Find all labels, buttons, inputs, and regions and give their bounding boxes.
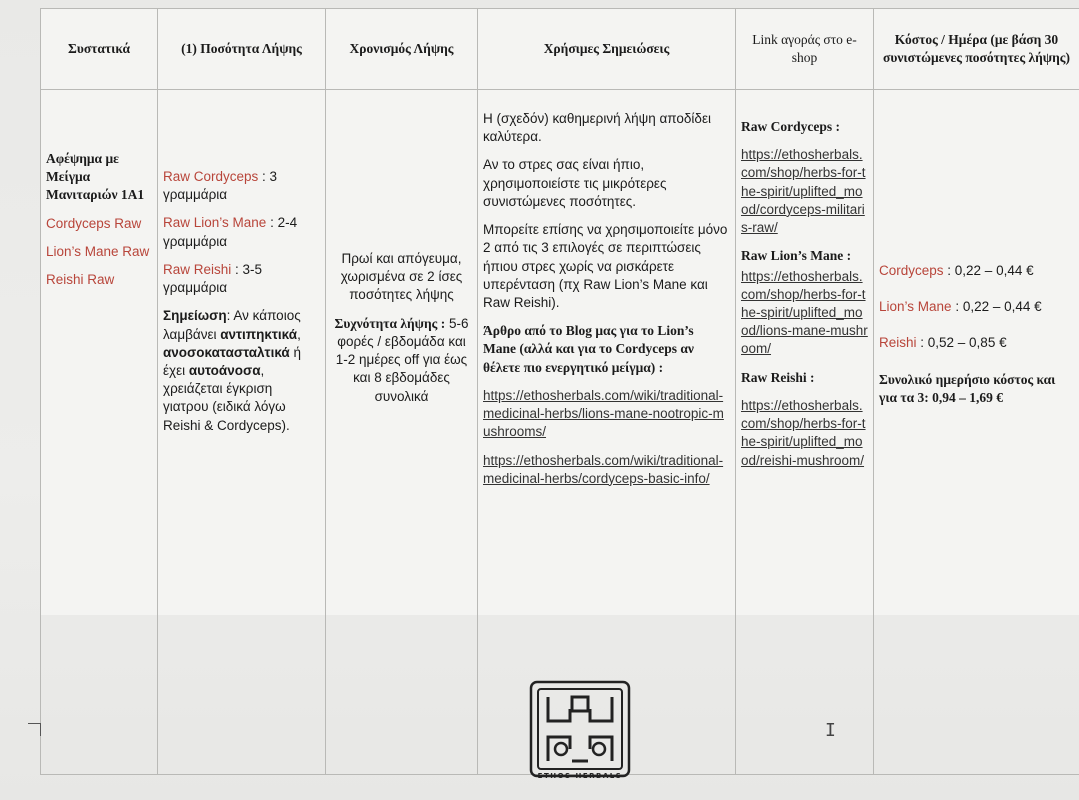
dose-note: [163, 307, 320, 435]
header-links: Link αγοράς στο e-shop: [736, 9, 874, 90]
cost-value: : 0,22 – 0,44 €: [943, 263, 1034, 278]
note-text: , χρειάζεται έγκριση γιατρου (ειδικά λόγω Reishi & Cordyceps).: [163, 362, 290, 433]
dose-name: Raw Cordyceps: [163, 169, 259, 184]
note-paragraph: Μπορείτε επίσης να χρησιμοποιείτε μόνο 2 από τις 3 επιλογές σε περιπτώσεις ήπιου στρες χωρίς να ρισκάρετε υπερένταση (πχ Raw Lion’s Mane και Raw Reishi).: [483, 222, 728, 310]
cell-notes: [478, 90, 736, 775]
cost-value: : 0,22 – 0,44 €: [951, 299, 1042, 315]
logo-text: ETHOS HERBALS: [537, 772, 623, 780]
dose-item: [163, 261, 320, 297]
text-cursor-icon: I: [825, 720, 836, 741]
frequency-text: 5-6 φορές / εβδομάδα και 1-2 ημέρες off για έως και 8 εβδομάδες συνολικά: [335, 315, 469, 404]
cost-item: [879, 334, 1074, 352]
crop-mark: [28, 723, 41, 736]
dose-name: Raw Reishi: [163, 261, 232, 277]
blog-title: Άρθρο από το Blog μας για το Lion’s Mane (αλλά και για το Cordyceps αν θέλετε πιο ενεργητικό μείγμα) :: [483, 323, 694, 375]
cost-total: Συνολικό ημερήσιο κόστος και για τα 3: 0,94 – 1,69 €: [879, 371, 1056, 405]
header-notes: Χρήσιμες Σημειώσεις: [478, 9, 736, 90]
frequency-label: Συχνότητα λήψης :: [334, 315, 446, 331]
header-ingredients: Συστατικά: [41, 9, 158, 90]
note-label: Σημείωση: [163, 308, 227, 324]
note-bold: αντιπηκτικά: [220, 326, 298, 342]
cost-name: Cordyceps: [879, 263, 944, 278]
body-row: [41, 90, 1079, 775]
document-sheet: [40, 8, 1079, 615]
note-text: ή έχει: [163, 344, 301, 378]
shop-link[interactable]: https://ethosherbals.com/shop/herbs-for-the-spirit/uplifted_mood/reishi-mushroom/: [741, 397, 866, 468]
link-label: Raw Lion’s Mane :: [741, 248, 852, 264]
link-label: Raw Cordyceps :: [741, 119, 840, 134]
cost-name: Lion’s Mane: [879, 299, 952, 315]
cell-timing: [326, 90, 478, 775]
dose-item: [163, 168, 320, 204]
header-timing: Χρονισμός Λήψης: [326, 9, 478, 90]
dose-amount: : 2-4 γραμμάρια: [163, 215, 298, 249]
ingredient-item: Reishi Raw: [46, 272, 115, 288]
cost-name: Reishi: [879, 335, 917, 351]
note-text: : Αν κάποιος λαμβάνει: [163, 308, 301, 342]
ingredient-item: Lion’s Mane Raw: [46, 243, 150, 259]
dosage-table: [40, 8, 1079, 775]
ingredient-item: Cordyceps Raw: [46, 215, 142, 231]
link-label: Raw Reishi :: [741, 369, 815, 385]
cell-links: [736, 90, 874, 775]
dose-amount: : 3 γραμμάρια: [163, 169, 278, 203]
blend-title: Αφέψημα με Μείγμα Μανιταριών 1Α1: [46, 151, 145, 203]
dose-amount: : 3-5 γραμμάρια: [163, 261, 263, 296]
cell-ingredients: [41, 90, 158, 775]
timing-frequency: [331, 315, 472, 406]
cell-dose: [158, 90, 326, 775]
header-dose: (1) Ποσότητα Λήψης: [158, 9, 326, 90]
note-paragraph: Η (σχεδόν) καθημερινή λήψη αποδίδει καλύτερα.: [483, 111, 711, 145]
blog-link[interactable]: https://ethosherbals.com/wiki/traditional-medicinal-herbs/lions-mane-nootropic-mushrooms/: [483, 387, 724, 440]
note-text: ,: [297, 326, 301, 342]
note-bold: αυτοάνοσα: [188, 362, 261, 378]
dose-item: [163, 214, 320, 250]
ethos-herbals-logo: [528, 674, 632, 784]
note-paragraph: Αν το στρες σας είναι ήπιο, χρησιμοποιείστε τις μικρότερες συνιστώμενες ποσότητες.: [483, 157, 667, 209]
dose-name: Raw Lion’s Mane: [163, 215, 267, 231]
note-bold: ανοσοκατασταλτικά: [163, 344, 290, 360]
cost-item: [879, 262, 1074, 280]
timing-main: Πρωί και απόγευμα, χωρισμένα σε 2 ίσες ποσότητες λήψης: [340, 251, 463, 303]
blog-link[interactable]: https://ethosherbals.com/wiki/traditional-medicinal-herbs/cordyceps-basic-info/: [483, 452, 724, 486]
header-row: [41, 9, 1079, 90]
cell-cost: [874, 90, 1079, 775]
header-cost: Κόστος / Ημέρα (με βάση 30 συνιστώμενες ποσότητες λήψης): [874, 9, 1079, 90]
shop-link[interactable]: https://ethosherbals.com/shop/herbs-for-the-spirit/uplifted_mood/lions-mane-mushroom/: [741, 268, 868, 357]
cost-value: : 0,52 – 0,85 €: [916, 335, 1007, 351]
cost-item: [879, 298, 1074, 316]
shop-link[interactable]: https://ethosherbals.com/shop/herbs-for-the-spirit/uplifted_mood/cordyceps-militaris-raw/: [741, 147, 866, 236]
